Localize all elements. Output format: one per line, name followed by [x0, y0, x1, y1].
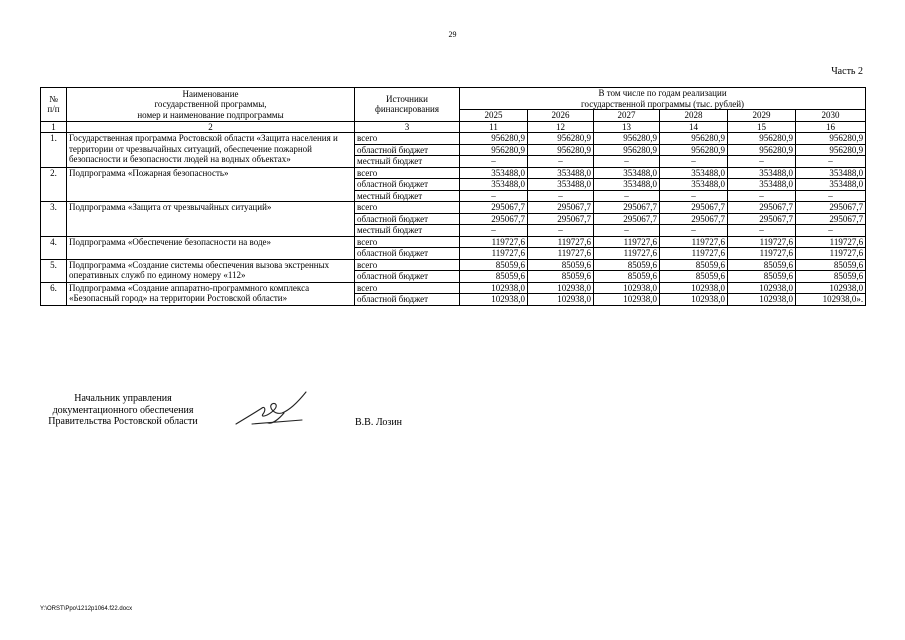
funding-value: 119727,6: [460, 248, 528, 260]
column-number: 16: [796, 121, 866, 133]
funding-value: 295067,7: [460, 213, 528, 225]
funding-source: областной бюджет: [355, 248, 460, 260]
funding-source: областной бюджет: [355, 271, 460, 283]
row-number: 2.: [41, 167, 67, 202]
funding-value: –: [528, 225, 594, 237]
funding-value: –: [660, 190, 728, 202]
header-sources: Источники финансирования: [355, 88, 460, 122]
program-name: Подпрограмма «Обеспечение безопасности на воде»: [67, 236, 355, 259]
funding-value: –: [728, 225, 796, 237]
funding-value: 295067,7: [594, 202, 660, 214]
row-number: 1.: [41, 133, 67, 168]
column-number: 1: [41, 121, 67, 133]
funding-value: 353488,0: [528, 179, 594, 191]
table-row: [41, 133, 866, 145]
funding-value: 102938,0: [594, 282, 660, 294]
program-name: Подпрограмма «Пожарная безопасность»: [67, 167, 355, 202]
funding-value: –: [660, 156, 728, 168]
signatory-position-line: документационного обеспечения: [52, 404, 194, 416]
funding-source: всего: [355, 167, 460, 179]
funding-value: 85059,6: [796, 271, 866, 283]
funding-value: –: [796, 156, 866, 168]
funding-value: 956280,9: [594, 133, 660, 145]
funding-value: 956280,9: [796, 133, 866, 145]
funding-value: 102938,0: [528, 294, 594, 306]
funding-value: 119727,6: [728, 236, 796, 248]
program-name: Подпрограмма «Создание аппаратно-программного комплекса «Безопасный город» на территории Ростовской области»: [67, 282, 355, 305]
funding-value: 85059,6: [594, 259, 660, 271]
funding-value: 295067,7: [728, 202, 796, 214]
funding-value: 353488,0: [528, 167, 594, 179]
funding-value: 956280,9: [728, 144, 796, 156]
header-year: 2026: [528, 110, 594, 122]
funding-value: 85059,6: [528, 259, 594, 271]
header-year: 2027: [594, 110, 660, 122]
funding-value: 119727,6: [796, 236, 866, 248]
funding-value: 102938,0: [528, 282, 594, 294]
signatory-name: В.В. Лозин: [355, 417, 403, 428]
page-number: 29: [448, 30, 457, 39]
funding-value: 295067,7: [728, 213, 796, 225]
funding-source: всего: [355, 202, 460, 214]
funding-value: 102938,0: [728, 294, 796, 306]
program-name: Подпрограмма «Защита от чрезвычайных ситуаций»: [67, 202, 355, 237]
funding-value: 119727,6: [528, 236, 594, 248]
funding-source: областной бюджет: [355, 179, 460, 191]
column-number: 12: [528, 121, 594, 133]
funding-value: 119727,6: [796, 248, 866, 260]
funding-value: 102938,0: [594, 294, 660, 306]
funding-value: 956280,9: [460, 144, 528, 156]
funding-source: местный бюджет: [355, 156, 460, 168]
funding-value: 119727,6: [528, 248, 594, 260]
funding-value: 119727,6: [660, 236, 728, 248]
table-row: [41, 259, 866, 271]
column-number: 2: [67, 121, 355, 133]
funding-source: всего: [355, 259, 460, 271]
funding-value: 956280,9: [796, 144, 866, 156]
funding-source: местный бюджет: [355, 190, 460, 202]
signatory-position-line: Правительства Ростовской области: [48, 416, 198, 427]
funding-value: 295067,7: [528, 202, 594, 214]
funding-value: 295067,7: [594, 213, 660, 225]
funding-value: 85059,6: [460, 271, 528, 283]
column-number: 14: [660, 121, 728, 133]
funding-value: 85059,6: [728, 259, 796, 271]
funding-value: 353488,0: [594, 179, 660, 191]
funding-value: –: [460, 190, 528, 202]
header-year: 2028: [660, 110, 728, 122]
column-number: 3: [355, 121, 460, 133]
funding-source: всего: [355, 236, 460, 248]
funding-value: –: [594, 225, 660, 237]
row-number: 6.: [41, 282, 67, 305]
column-number: 15: [728, 121, 796, 133]
funding-value: 102938,0: [660, 294, 728, 306]
funding-value: 353488,0: [660, 179, 728, 191]
header-year: 2030: [796, 110, 866, 122]
funding-value: 85059,6: [460, 259, 528, 271]
funding-value: 956280,9: [460, 133, 528, 145]
funding-value: 956280,9: [660, 144, 728, 156]
funding-value: 119727,6: [728, 248, 796, 260]
funding-value: 295067,7: [796, 202, 866, 214]
funding-value: 295067,7: [460, 202, 528, 214]
funding-value: 956280,9: [728, 133, 796, 145]
funding-value: 353488,0: [660, 167, 728, 179]
signatory-position-line: Начальник управления: [74, 393, 172, 404]
funding-value: 119727,6: [594, 248, 660, 260]
funding-value: 295067,7: [528, 213, 594, 225]
funding-value: 102938,0: [796, 282, 866, 294]
funding-value: 353488,0: [728, 167, 796, 179]
funding-value: 85059,6: [728, 271, 796, 283]
funding-value: 295067,7: [796, 213, 866, 225]
funding-value: 102938,0: [728, 282, 796, 294]
funding-value: 85059,6: [660, 259, 728, 271]
funding-value: –: [460, 225, 528, 237]
column-number: 13: [594, 121, 660, 133]
row-number: 3.: [41, 202, 67, 237]
funding-value: 295067,7: [660, 213, 728, 225]
table-row: [41, 236, 866, 248]
funding-value: 353488,0: [594, 167, 660, 179]
header-year: 2029: [728, 110, 796, 122]
program-name: Подпрограмма «Создание системы обеспечения вызова экстренных оперативных служб по единому номеру «112»: [67, 259, 355, 282]
funding-value: 102938,0».: [796, 294, 866, 306]
funding-value: 353488,0: [460, 179, 528, 191]
funding-value: 102938,0: [660, 282, 728, 294]
funding-value: 353488,0: [460, 167, 528, 179]
funding-value: 119727,6: [660, 248, 728, 260]
funding-source: местный бюджет: [355, 225, 460, 237]
program-name: Государственная программа Ростовской области «Защита населения и территории от чрезвычайных ситуаций, обеспечение пожарной безопасности и безопасности людей на водных объектах»: [67, 133, 355, 168]
funding-value: 102938,0: [460, 294, 528, 306]
header-num: № п/п: [41, 88, 67, 122]
funding-value: 85059,6: [660, 271, 728, 283]
funding-value: –: [660, 225, 728, 237]
funding-value: 85059,6: [594, 271, 660, 283]
row-number: 5.: [41, 259, 67, 282]
funding-value: 353488,0: [728, 179, 796, 191]
funding-value: 102938,0: [460, 282, 528, 294]
part-label: Часть 2: [831, 66, 863, 77]
funding-value: –: [728, 156, 796, 168]
funding-value: –: [594, 156, 660, 168]
funding-value: –: [728, 190, 796, 202]
table-row: [41, 202, 866, 214]
file-path: Y:\ORST\Ppo\1212p1064.f22.docx: [40, 606, 133, 612]
funding-source: областной бюджет: [355, 144, 460, 156]
funding-value: 85059,6: [528, 271, 594, 283]
funding-value: –: [594, 190, 660, 202]
funding-value: 956280,9: [528, 144, 594, 156]
funding-value: 119727,6: [594, 236, 660, 248]
funding-value: 295067,7: [660, 202, 728, 214]
column-number: 11: [460, 121, 528, 133]
handwritten-signature: [232, 388, 332, 432]
funding-source: областной бюджет: [355, 294, 460, 306]
funding-value: 119727,6: [460, 236, 528, 248]
header-year: 2025: [460, 110, 528, 122]
funding-value: 353488,0: [796, 167, 866, 179]
row-number: 4.: [41, 236, 67, 259]
table-row: [41, 282, 866, 294]
signatory-position: [38, 393, 208, 428]
funding-value: –: [460, 156, 528, 168]
funding-source: областной бюджет: [355, 213, 460, 225]
funding-value: 85059,6: [796, 259, 866, 271]
header-name: Наименование государственной программы, номер и наименование подпрограммы: [67, 88, 355, 122]
financing-table: [40, 87, 866, 306]
funding-value: 956280,9: [660, 133, 728, 145]
funding-value: 353488,0: [796, 179, 866, 191]
funding-value: –: [528, 156, 594, 168]
header-years-group: В том числе по годам реализации государственной программы (тыс. рублей): [460, 88, 866, 110]
funding-value: 956280,9: [528, 133, 594, 145]
funding-value: –: [796, 190, 866, 202]
funding-source: всего: [355, 133, 460, 145]
funding-value: –: [528, 190, 594, 202]
funding-source: всего: [355, 282, 460, 294]
funding-value: 956280,9: [594, 144, 660, 156]
funding-value: –: [796, 225, 866, 237]
table-row: [41, 167, 866, 179]
